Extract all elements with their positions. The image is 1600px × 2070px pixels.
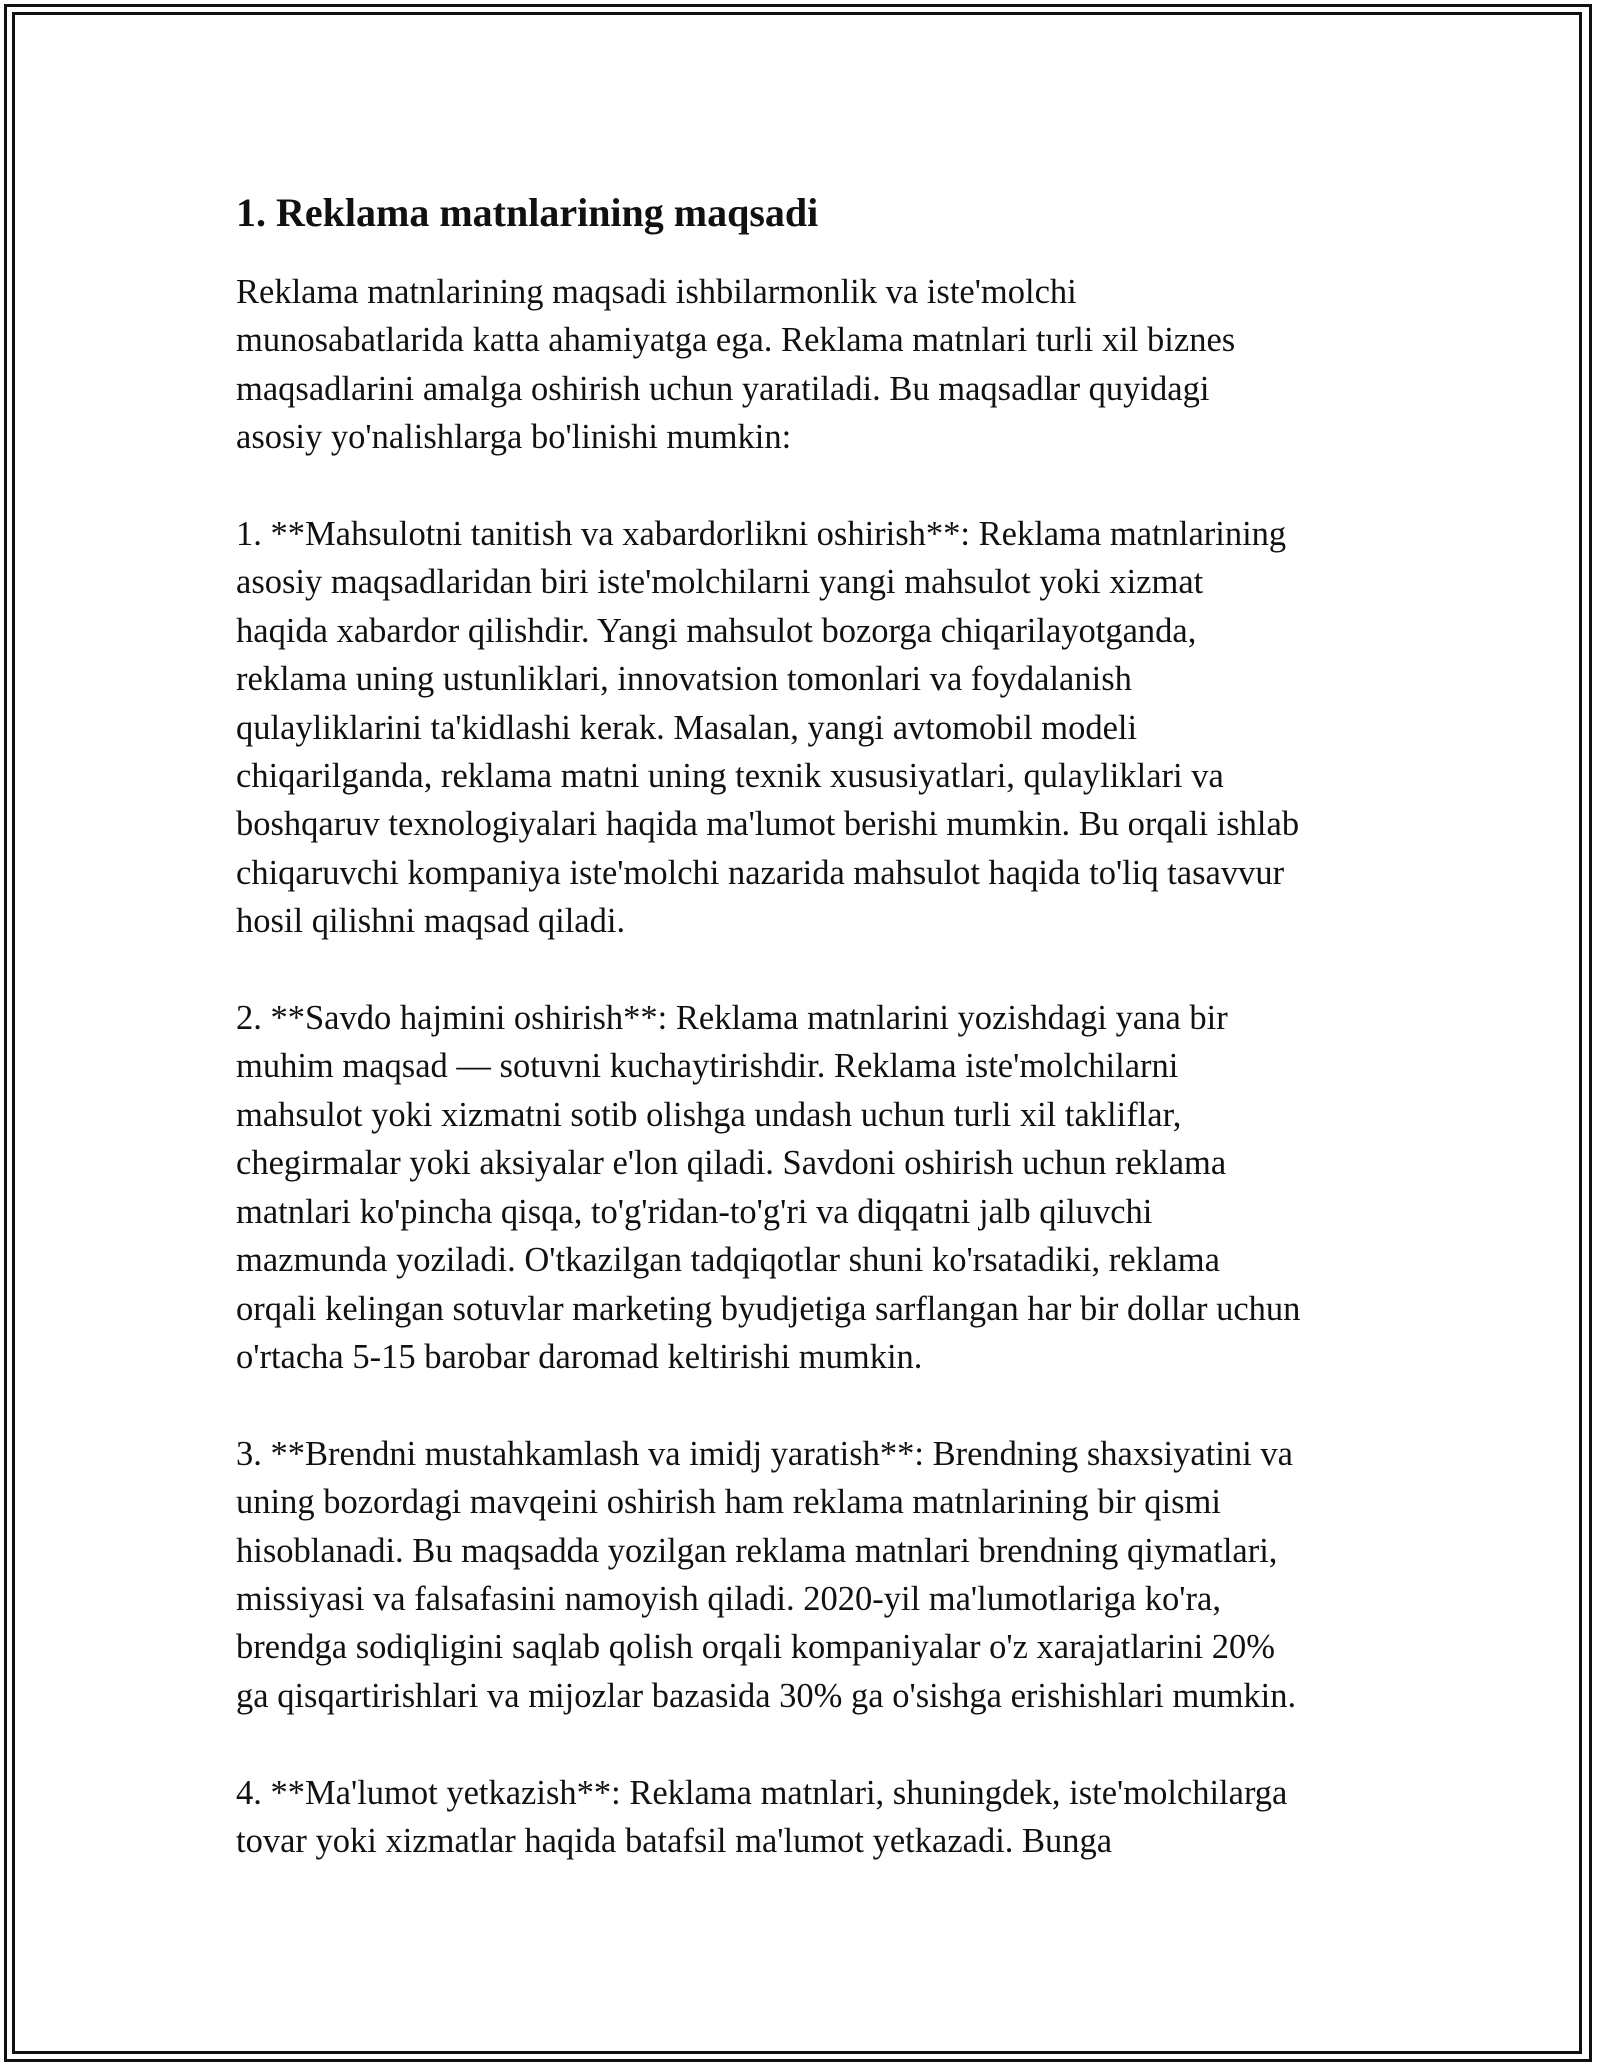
text-line: missiyasi va falsafasini namoyish qiladi. 2020-yil ma'lumotlariga ko'ra, [236, 1579, 1221, 1618]
text-line: reklama uning ustunliklari, innovatsion tomonlari va foydalanish [236, 660, 1132, 699]
text-line: 1. **Mahsulotni tanitish va xabardorlikni oshirish**: Reklama matnlarining [236, 515, 1287, 554]
text-line: chiqarilganda, reklama matni uning texnik xususiyatlari, qulayliklari va [236, 757, 1224, 796]
text-line: ga qisqartirishlari va mijozlar bazasida 30% ga o'sishga erishishlari mumkin. [236, 1676, 1297, 1715]
list-item-paragraph-1 [236, 510, 1370, 946]
text-line: 4. **Ma'lumot yetkazish**: Reklama matnlari, shuningdek, iste'molchilarga [236, 1773, 1288, 1812]
text-line: qulayliklarini ta'kidlashi kerak. Masalan, yangi avtomobil modeli [236, 708, 1138, 747]
text-line: 2. **Savdo hajmini oshirish**: Reklama matnlarini yozishdagi yana bir [236, 999, 1228, 1038]
text-line: chiqaruvchi kompaniya iste'molchi nazarida mahsulot haqida to'liq tasavvur [236, 853, 1285, 892]
text-line: uning bozordagi mavqeini oshirish ham reklama matnlarining bir qismi [236, 1483, 1221, 1522]
text-line: muhim maqsad — sotuvni kuchaytirishdir. Reklama iste'molchilarni [236, 1047, 1179, 1086]
text-line: matnlari ko'pincha qisqa, to'g'ridan-to'g'ri va diqqatni jalb qiluvchi [236, 1192, 1153, 1231]
list-item-paragraph-4 [236, 1769, 1370, 1866]
section-heading: 1. Reklama matnlarining maqsadi [236, 190, 819, 235]
text-line: brendga sodiqligini saqlab qolish orqali kompaniyalar o'z xarajatlarini 20% [236, 1628, 1276, 1667]
text-line: Reklama matnlarining maqsadi ishbilarmonlik va iste'molchi [236, 273, 1077, 311]
list-item-paragraph-3 [236, 1430, 1370, 1720]
intro-paragraph [236, 268, 1370, 462]
text-line: o'rtacha 5-15 barobar daromad keltirishi mumkin. [236, 1337, 923, 1376]
text-line: chegirmalar yoki aksiyalar e'lon qiladi. Savdoni oshirish uchun reklama [236, 1144, 1227, 1183]
text-line: boshqaruv texnologiyalari haqida ma'lumot berishi mumkin. Bu orqali ishlab [236, 805, 1300, 844]
text-line: mahsulot yoki xizmatni sotib olishga undash uchun turli xil takliflar, [236, 1095, 1182, 1134]
text-line: munosabatlarida katta ahamiyatga ega. Reklama matnlari turli xil biznes [236, 321, 1236, 360]
text-line: maqsadlarini amalga oshirish uchun yaratiladi. Bu maqsadlar quyidagi [236, 369, 1210, 408]
text-line: haqida xabardor qilishdir. Yangi mahsulot bozorga chiqarilayotganda, [236, 611, 1197, 650]
text-line: 3. **Brendni mustahkamlash va imidj yaratish**: Brendning shaxsiyatini va [236, 1434, 1293, 1473]
document-body [236, 188, 1370, 1865]
text-line: hosil qilishni maqsad qiladi. [236, 902, 626, 941]
text-line: hisoblanadi. Bu maqsadda yozilgan reklama matnlari brendning qiymatlari, [236, 1531, 1278, 1570]
list-item-paragraph-2 [236, 994, 1370, 1381]
text-line: asosiy yo'nalishlarga bo'linishi mumkin: [236, 418, 792, 457]
text-line: orqali kelingan sotuvlar marketing byudjetiga sarflangan har bir dollar uchun [236, 1289, 1301, 1328]
text-line: asosiy maqsadlaridan biri iste'molchilarni yangi mahsulot yoki xizmat [236, 563, 1204, 602]
text-line: mazmunda yoziladi. O'tkazilgan tadqiqotlar shuni ko'rsatadiki, reklama [236, 1241, 1220, 1280]
text-line: tovar yoki xizmatlar haqida batafsil ma'lumot yetkazadi. Bunga [236, 1821, 1113, 1860]
